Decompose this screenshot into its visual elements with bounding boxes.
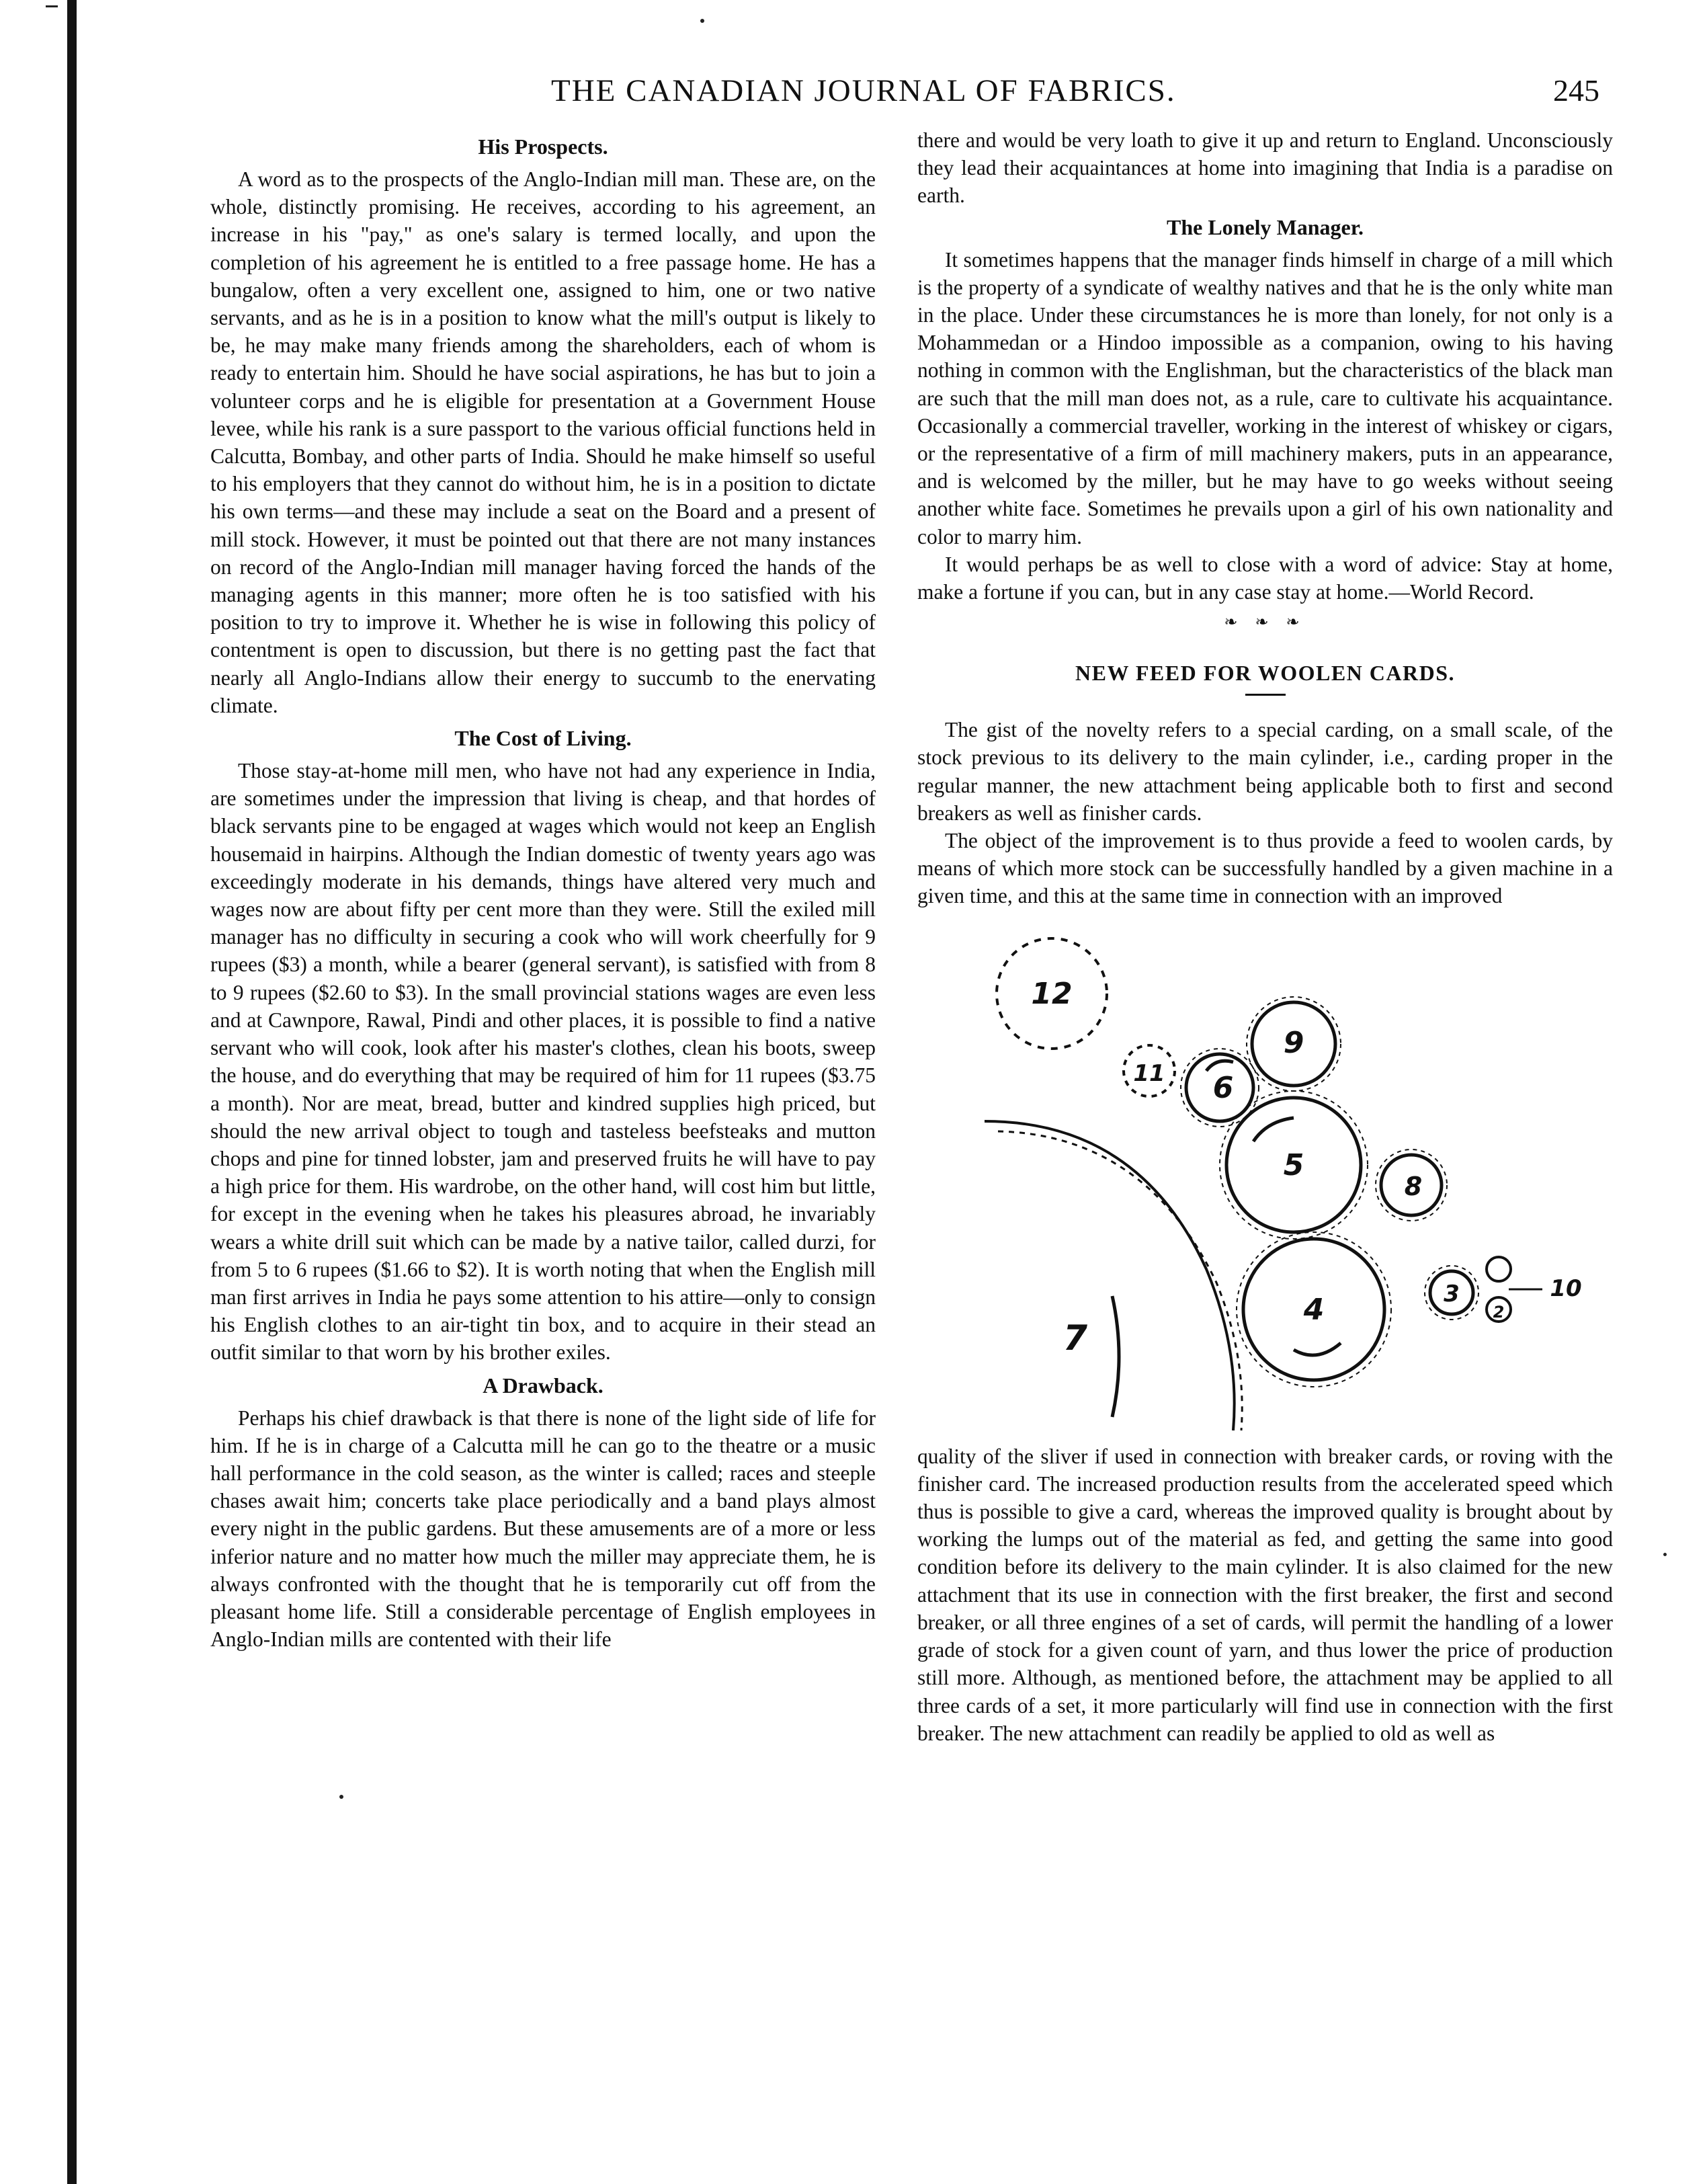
paragraph-new-feed-1: The gist of the novelty refers to a special carding, on a small scale, of the stock previous to its delivery to the main cylinder, i.e., carding proper in the regular manner, the new attachment being applicable both to first and second breakers as well as finisher cards. (917, 718, 1613, 825)
label-9: 9 (1283, 1025, 1304, 1060)
page-binding-edge (67, 0, 77, 2184)
page-number: 245 (1553, 73, 1599, 108)
heading-his-prospects: His Prospects. (478, 134, 608, 159)
page-header (551, 73, 1599, 120)
left-column (210, 129, 876, 2146)
heading-lonely-manager: The Lonely Manager. (1166, 214, 1364, 239)
carding-diagram-svg (917, 920, 1613, 1437)
paragraph-lonely-manager-2: It would perhaps be as well to close with a word of advice: Stay at home, make a fortune if you can, but in any case stay at home.—World Record. (917, 552, 1613, 604)
paragraph-new-feed-3: quality of the sliver if used in connection with breaker cards, or roving with the finisher card. The increased production results from the accelerated speed which thus is possible to give a card, whereas the improved quality is brought about by working the lumps out of the material as fed, and getting the same into good condition before its delivery to the main cylinder. It is also claimed for the new attachment that its use in connection with the first breaker, the first and second breaker, or all three engines of a set of cards, will permit the handling of a lower grade of stock for a given count of yarn, and thus lower the price of production still more. Although, as mentioned before, the attachment may be applied to all three cards of a set, it more particularly will find use in connection with the first breaker. The new attachment can readily be applied to old as well as (917, 1444, 1613, 1745)
label-5: 5 (1283, 1147, 1304, 1182)
arrow-4 (1294, 1343, 1341, 1355)
paragraph-lonely-manager-1: It sometimes happens that the manager finds himself in charge of a mill which is the property of a syndicate of wealthy natives and that he is the only white man in the place. Under these circumstances he is more than lonely, for not only is a Mohammedan or a Hindoo impossible as a companion, owing to his having nothing in common with the Englishman, but the characteristics of the black man are such that the mill man does not, as a rule, care to cultivate his acquaintance. Occasionally a commercial traveller, working in the interest of whiskey or cigars, or the representative of a firm of mill machinery makers, puts in an appearance, and is welcomed by the miller, but he may have to go weeks without seeing another white face. Sometimes he prevails upon a girl of his own nationality and color to marry him. (917, 247, 1613, 549)
scan-speck (700, 19, 704, 23)
paragraph-cost-of-living: Those stay-at-home mill men, who have not had any experience in India, are sometimes under the impression that living is cheap, and that hordes of black servants pine to be engaged at wages which would not keep an English housemaid in hairpins. Although the Indian domestic of twenty years ago was exceedingly moderate in his demands, things have altered very much and wages now are about fifty per cent more than they were. Still the exiled mill manager has no difficulty in securing a cook who will work cheerfully for 9 rupees ($3) a month, while a bearer (general servant), is satisfied with from 8 to 9 rupees ($2.60 to $3). In the small provincial stations wages are even less and at Cawnpore, Rawal, Pindi and other places, it is possible to find a native servant who will cook, look after his master's clothes, clean his boots, sweep the house, and do everything that may be required of him for 11 rupees ($3.75 a month). Nor are meat, bread, butter and kindred supplies high priced, but should the new arrival object to tough and tasteless beefsteaks and mutton chops and pine for tinned lobster, jam and preserved fruits he will have to pay a high price for them. His wardrobe, on the other hand, will cost him but little, for except in the evening when he takes his pleasures abroad, he invariably wears a white drill suit which can be made by a native tailor, called durzi, for from 5 to 6 rupees ($1.66 to $2). It is worth noting that when the English mill man first arrives in India he pays some attention to his attire—only to consign his English clothes to an air-tight tin box, and to acquire in their stead an outfit similar to that worn by his brother exiles. (210, 759, 876, 1365)
arrow-5 (1253, 1118, 1294, 1141)
heading-rule (1245, 694, 1286, 696)
paragraph-new-feed-2: The object of the improvement is to thus provide a feed to woolen cards, by means of which more stock can be successfully handled by a given machine in a given time, and this at the same time in connection with an improved (917, 829, 1613, 908)
heading-new-feed: NEW FEED FOR WOOLEN CARDS. (1075, 661, 1455, 686)
scan-mark (46, 5, 58, 7)
label-8: 8 (1404, 1171, 1423, 1201)
arrow-6 (1206, 1061, 1233, 1071)
right-column (917, 126, 1613, 2143)
label-6: 6 (1212, 1070, 1234, 1105)
label-7: 7 (1063, 1318, 1088, 1359)
paragraph-continuation: there and would be very loath to give it up and return to England. Unconsciously they lead their acquaintances at home into imagining that India is a paradise on earth. (917, 128, 1613, 208)
section-cost-of-living (210, 725, 876, 1366)
section-lonely-manager (917, 214, 1613, 606)
label-2: 2 (1493, 1302, 1505, 1322)
roller-10-top (1487, 1257, 1511, 1281)
paragraph-prospects: A word as to the prospects of the Anglo-Indian mill man. These are, on the whole, distinctly promising. He receives, according to his agreement, an increase in his "pay," as one's salary is termed locally, and upon the completion of his agreement he is entitled to a free passage home. He has a bungalow, often a very excellent one, assigned to him, one or two native servants, and as he is in a position to know what the mill's output is likely to be, he may make many friends among the shareholders, each of whom is ready to entertain him. Should he have social aspirations, he has but to join a volunteer corps and he is eligible for presentation at a Government House levee, while his rank is a sure passport to the various official functions held in Calcutta, Bombay, and other parts of India. Should he make himself so useful to his employers that they cannot do without him, he is in a position to dictate his own terms—and these may include a seat on the Board and a present of mill stock. However, it must be pointed out that there are not many instances on record of the Anglo-Indian mill manager having forced the hands of the managing agents in this manner; more often he is too satisfied with his position to try to improve it. Whether he is wise in following this policy of contentment is open to discussion, but there is no getting past the fact that nearly all Anglo-Indians allow their energy to succumb to the enervating climate. (210, 167, 876, 717)
label-3: 3 (1444, 1280, 1460, 1307)
label-10: 10 (1550, 1275, 1582, 1302)
paragraph-drawback: Perhaps his chief drawback is that there is none of the light side of life for him. If he is in charge of a Calcutta mill he can go to the theatre or a music hall performance in the cold season, as the winter is called; races and steeple chases await him; concerts take place periodically and a band plays almost every night in the public gardens. But these amusements are of a more or less inferior nature and no matter how much the miller may appreciate them, he is always confronted with the thought that he is temporarily cut off from the pleasant home life. Still a considerable percentage of English employees in Anglo-Indian mills are contented with their life (210, 1406, 876, 1652)
carding-diagram (917, 920, 1613, 1437)
heading-a-drawback: A Drawback. (483, 1373, 603, 1398)
scan-speck (339, 1795, 343, 1799)
journal-title: THE CANADIAN JOURNAL OF FABRICS. (551, 73, 1176, 108)
label-4: 4 (1303, 1292, 1325, 1327)
label-11: 11 (1133, 1059, 1165, 1087)
section-new-feed (917, 659, 1613, 1747)
label-12: 12 (1031, 976, 1073, 1011)
section-drawback (210, 1372, 876, 1654)
heading-cost-of-living: The Cost of Living. (454, 726, 632, 751)
section-prospects (210, 133, 876, 719)
cylinder-dashed-arc (998, 1131, 1242, 1430)
scan-speck (1663, 1553, 1667, 1556)
main-cylinder-arc (985, 1121, 1235, 1430)
curve-7 (1112, 1296, 1119, 1417)
section-ornament: ❧ ❧ ❧ (1224, 614, 1306, 632)
